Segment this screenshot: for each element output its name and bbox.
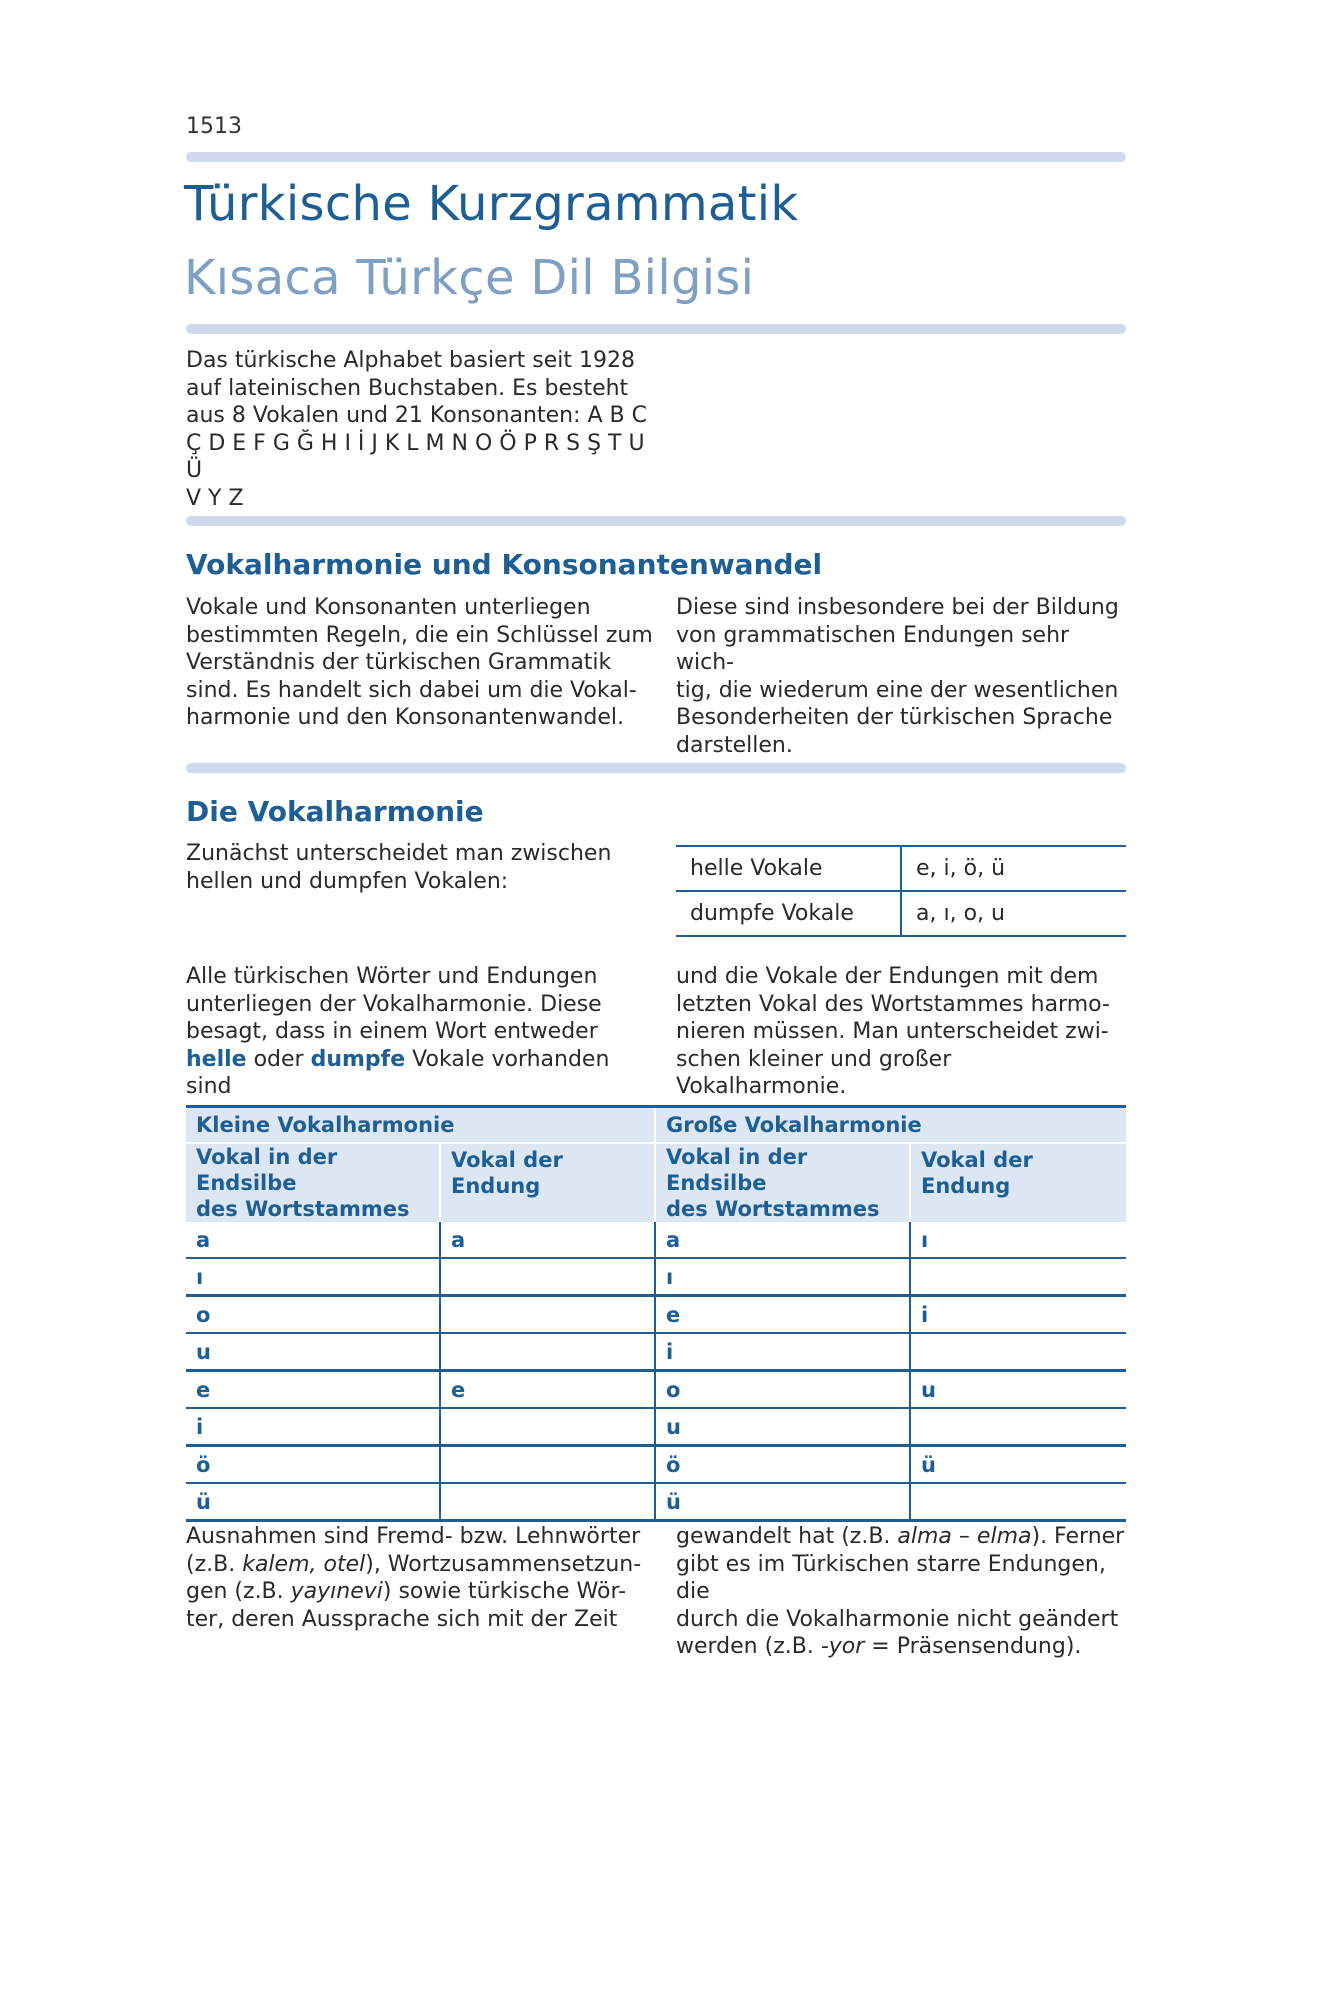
table-row [186,1483,1126,1521]
table-cell [440,1483,655,1521]
table-cell: e, i, ö, ü [901,846,1126,891]
section1-right-text: Diese sind insbesondere bei der Bildung von grammatischen Endungen sehr wich- tig, die wiederum eine der wesentlichen Besonderheiten der türkischen Sprache darstellen. [676,595,1119,758]
table-cell: ı [655,1258,910,1296]
divider [186,516,1126,526]
table-cell: ö [186,1446,440,1484]
section-heading: Vokalharmonie und Konsonantenwandel [186,548,823,581]
table-cell: o [655,1371,910,1409]
table-cell: e [186,1371,440,1409]
table-cell [910,1408,1126,1446]
table-cell: u [910,1371,1126,1409]
table-cell: e [655,1296,910,1334]
section1-left-text: Vokale und Konsonanten unterliegen bestimmten Regeln, die ein Schlüssel zum Verständnis der türkischen Grammatik sind. Es handelt sich dabei um die Vokal- harmonie und den Konsonantenwandel. [186,595,653,730]
vowel-type-table [676,845,1126,937]
table-cell: a [186,1222,440,1258]
exceptions-left-text: Ausnahmen sind Fremd- bzw. Lehnwörter (z.B. kalem, otel), Wortzusammensetzun- gen (z.B. yayınevi) sowie türkische Wör- ter, deren Aussprache sich mit der Zeit [186,1524,642,1632]
table-cell: a, ı, o, u [901,891,1126,936]
table-row [186,1408,1126,1446]
table-cell [910,1333,1126,1371]
vowel-harmony-table [186,1105,1126,1522]
table-cell: o [186,1296,440,1334]
table-cell: ü [655,1483,910,1521]
table-cell: u [186,1333,440,1371]
table-row [186,1333,1126,1371]
table-cell: a [440,1222,655,1258]
table-row [186,1258,1126,1296]
column-header: Vokal in der Endsilbe des Wortstammes [186,1143,440,1222]
section2-left-text: Alle türkischen Wörter und Endungen unterliegen der Vokalharmonie. Diese besagt, dass in einem Wort entweder helle oder dumpfe Vokale vorhanden sind [186,964,610,1099]
table-row [186,1446,1126,1484]
page-number: 1513 [186,114,242,139]
table-row [676,846,1126,891]
table-cell: helle Vokale [676,846,901,891]
divider [186,324,1126,334]
table-row [186,1296,1126,1334]
table-cell: ö [655,1446,910,1484]
table-cell [440,1446,655,1484]
page-subtitle: Kısaca Türkçe Dil Bilgisi [184,250,755,306]
section2-intro: Zunächst unterscheidet man zwischen hellen und dumpfen Vokalen: [186,841,612,894]
table-cell: ı [910,1222,1126,1258]
table-cell [910,1483,1126,1521]
table-cell: dumpfe Vokale [676,891,901,936]
divider [186,152,1126,162]
section2-right-text: und die Vokale der Endungen mit dem letzten Vokal des Wortstammes harmo- nieren müssen. Man unterscheidet zwi- schen kleiner und großer Vokalharmonie. [676,964,1110,1099]
kleine-vokalharmonie-header: Kleine Vokalharmonie [186,1107,655,1144]
table-cell: ü [910,1446,1126,1484]
exceptions-right-text: gewandelt hat (z.B. alma – elma). Ferner gibt es im Türkischen starre Endungen, die durch die Vokalharmonie nicht geändert werden (z.B. -yor = Präsensendung). [676,1524,1125,1659]
emphasis-helle: helle [186,1046,247,1072]
table-cell: u [655,1408,910,1446]
table-cell [440,1408,655,1446]
table-row [186,1222,1126,1258]
table-cell: e [440,1371,655,1409]
page-title: Türkische Kurzgrammatik [184,176,799,232]
table-cell: i [655,1333,910,1371]
table-cell: i [186,1408,440,1446]
divider [186,763,1126,773]
table-cell: ü [186,1483,440,1521]
emphasis-dumpfe: dumpfe [310,1046,406,1072]
table-cell: ı [186,1258,440,1296]
table-cell [440,1296,655,1334]
table-header-row [186,1143,1126,1222]
table-header-row [186,1107,1126,1144]
table-cell: a [655,1222,910,1258]
column-header: Vokal in der Endsilbe des Wortstammes [655,1143,910,1222]
table-cell [440,1258,655,1296]
table-row [676,891,1126,936]
table-cell [910,1258,1126,1296]
table-cell: i [910,1296,1126,1334]
intro-paragraph: Das türkische Alphabet basiert seit 1928 auf lateinischen Buchstaben. Es besteht aus 8 Vokalen und 21 Konsonanten: A B C Ç D E F G Ğ H I İ J K L M N O Ö P R S Ş T U Ü V Y Z [186,348,647,511]
column-header: Vokal der Endung [440,1143,655,1222]
column-header: Vokal der Endung [910,1143,1126,1222]
grosse-vokalharmonie-header: Große Vokalharmonie [655,1107,1126,1144]
table-cell [440,1333,655,1371]
section-heading: Die Vokalharmonie [186,795,484,828]
table-row [186,1371,1126,1409]
